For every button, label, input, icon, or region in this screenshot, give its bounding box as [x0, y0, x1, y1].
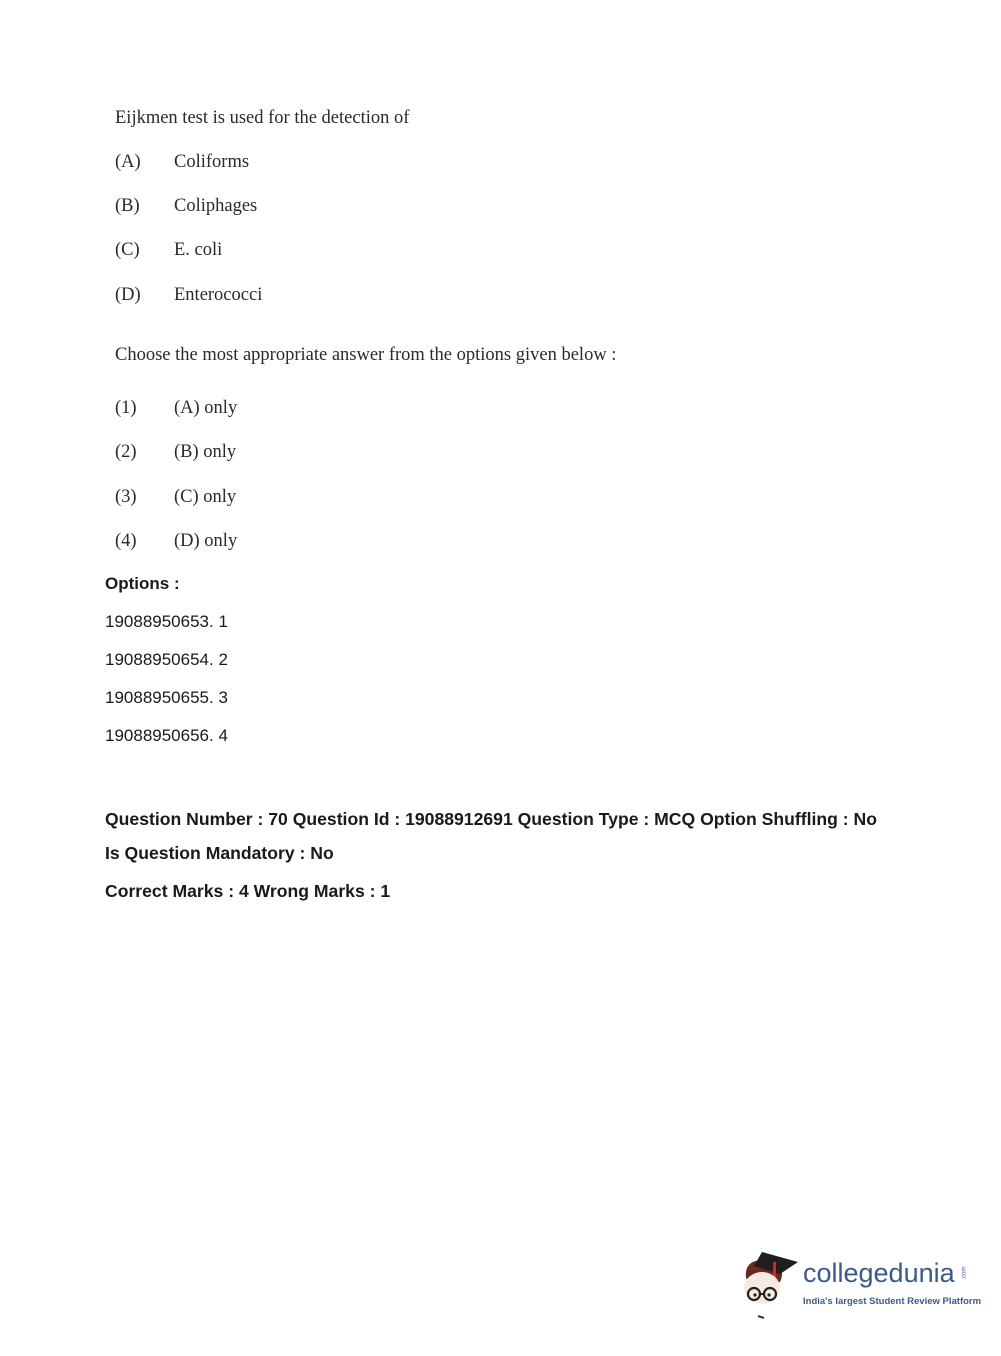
option-id-2: 19088950654. 2 [105, 650, 228, 669]
answer-label-3: (3) [115, 487, 137, 507]
answer-label-4: (4) [115, 531, 137, 551]
logo-tagline: India's largest Student Review Platform [803, 1296, 982, 1307]
logo-suffix: .com [961, 1266, 968, 1280]
answer-label-1: (1) [115, 398, 137, 418]
answer-label-2: (2) [115, 442, 137, 462]
mascot-icon [740, 1248, 802, 1320]
answer-text-1: (A) only [174, 398, 238, 418]
answer-text-3: (C) only [174, 487, 237, 507]
item-text-a: Coliforms [174, 152, 250, 172]
option-id-1: 19088950653. 1 [105, 612, 228, 631]
question-stem: Eijkmen test is used for the detection of [115, 108, 410, 128]
item-label-a: (A) [115, 152, 141, 172]
item-text-c: E. coli [174, 240, 223, 260]
item-text-b: Coliphages [174, 196, 258, 216]
option-id-3: 19088950655. 3 [105, 688, 228, 707]
item-label-b: (B) [115, 196, 140, 216]
mandatory-meta: Is Question Mandatory : No [105, 843, 334, 863]
logo-wordmark: collegedunia [803, 1258, 955, 1288]
collegedunia-logo [740, 1248, 982, 1323]
marks-meta: Correct Marks : 4 Wrong Marks : 1 [105, 881, 391, 901]
item-label-d: (D) [115, 285, 141, 305]
instruction: Choose the most appropriate answer from the options given below : [115, 345, 617, 365]
answer-text-2: (B) only [174, 442, 237, 462]
answer-text-4: (D) only [174, 531, 238, 551]
question-meta: Question Number : 70 Question Id : 19088912691 Question Type : MCQ Option Shuffling : No [105, 809, 877, 829]
options-heading: Options : [105, 574, 180, 593]
option-id-4: 19088950656. 4 [105, 726, 228, 745]
item-label-c: (C) [115, 240, 140, 260]
item-text-d: Enterococci [174, 285, 263, 305]
